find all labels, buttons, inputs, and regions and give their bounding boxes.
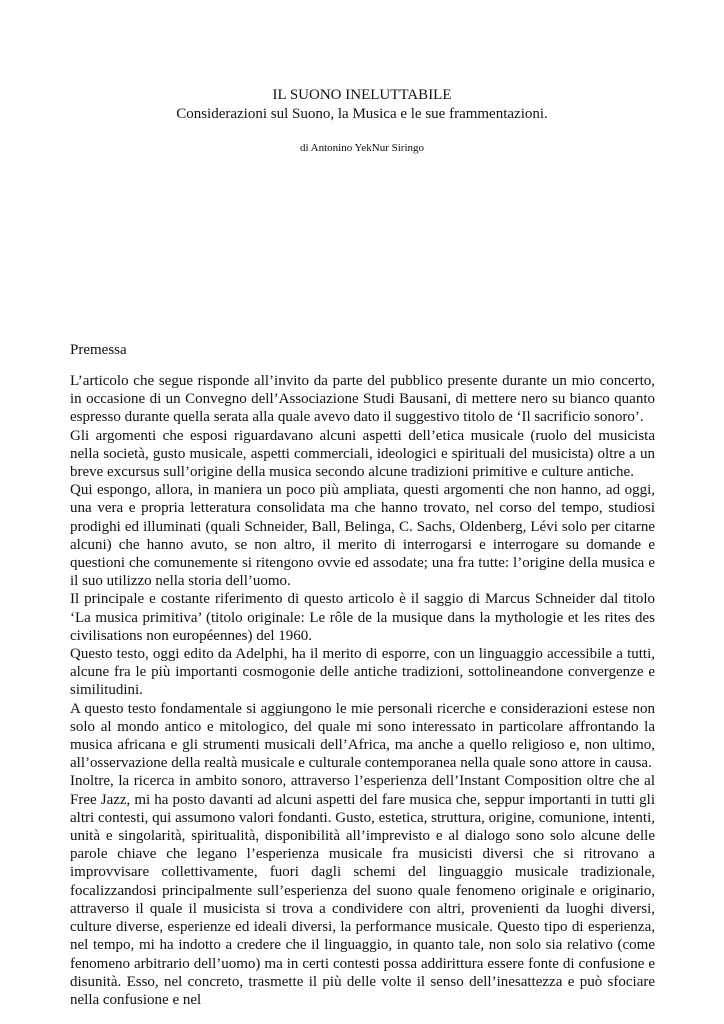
document-title: IL SUONO INELUTTABILE: [272, 87, 452, 103]
paragraph: Qui espongo, allora, in maniera un poco più ampliata, questi argomenti che non hanno, ad oggi, una vera e propria letteratura consolidata ma che hanno trovato, nel corso del tempo, studiosi prodighi ed illuminati (quali Schneider, Ball, Belinga, C. Sachs, Oldenberg, Lévi solo per citarne alcuni) che hanno avuto, se non altro, il merito di interrogarsi e interrogare su domande e questioni che comunemente si ritengono ovvie ed assodate; una fra tutte: l’origine della musica e il suo utilizzo nella storia dell’uomo.: [70, 482, 655, 590]
paragraph: L’articolo che segue risponde all’invito da parte del pubblico presente durante un mio concerto, in occasione di un Convegno dell’Associazione Studi Bausani, di mettere nero su bianco quanto espresso durante quella serata alla quale avevo dato il suggestivo titolo de ‘Il sacrificio sonoro’.: [70, 373, 655, 426]
paragraph: Questo testo, oggi edito da Adelphi, ha il merito di esporre, con un linguaggio accessibile a tutti, alcune fra le più importanti cosmogonie delle antiche tradizioni, sottolineandone convergenze e similitudini.: [70, 646, 655, 699]
document-subtitle: Considerazioni sul Suono, la Musica e le sue frammentazioni.: [176, 106, 548, 122]
section-heading: Premessa: [70, 342, 127, 358]
title-block: [0, 86, 724, 155]
author-line: di Antonino YekNur Siringo: [299, 142, 425, 154]
body-text: [70, 372, 655, 1009]
paragraph: Gli argomenti che esposi riguardavano alcuni aspetti dell’etica musicale (ruolo del musicista nella società, gusto musicale, aspetti commerciali, ideologici e spirituali del musicista) oltre a un breve excursus sull’origine della musica secondo alcune tradizioni primitive e culture antiche.: [70, 427, 655, 481]
paragraph: A questo testo fondamentale si aggiungono le mie personali ricerche e considerazioni estese non solo al mondo antico e mitologico, del quale mi sono interessato in particolare affrontando la musica africana e gli strumenti musicali dell’Africa, ma anche a quello religioso e, non ultimo, all’osservazione della realtà musicale e culturale contemporanea nella quale sono attore in causa.: [70, 700, 655, 772]
paragraph: Il principale e costante riferimento di questo articolo è il saggio di Marcus Schneider dal titolo ‘La musica primitiva’ (titolo originale: Le rôle de la musique dans la mythologie et les rites des civilisations non européennes) del 1960.: [70, 591, 655, 644]
paragraph: Inoltre, la ricerca in ambito sonoro, attraverso l’esperienza dell’Instant Composition oltre che al Free Jazz, mi ha posto davanti ad alcuni aspetti del fare musica che, seppur importanti in tutti gli altri contesti, qui assumono valori fondanti. Gusto, estetica, struttura, origine, comunione, intenti, unità e singolarità, spiritualità, disponibilità all’imprevisto e al dialogo sono solo alcune delle parole chiave che legano l’esperienza musicale fra musicisti diversi che si ritrovano a improvvisare collettivamente, fuori dagli schemi del linguaggio musicale tradizionale, focalizzandosi principalmente sull’esperienza del suono quale fenomeno originale e originario, attraverso il quale il musicista si trova a condividere con altri, provenienti da luoghi diversi, culture diverse, esperienze ed ideali diversi, la performance musicale. Questo tipo di esperienza, nel tempo, mi ha indotto a credere che il linguaggio, in quanto tale, non solo sia relativo (come fenomeno arbitrario dell’uomo) ma in certi contesti possa addirittura essere fonte di confusione e disunità. Esso, nel concreto, trasmette il più delle volte il senso dell’inesattezza e può sfociare nella confusione e nel: [70, 773, 655, 1008]
